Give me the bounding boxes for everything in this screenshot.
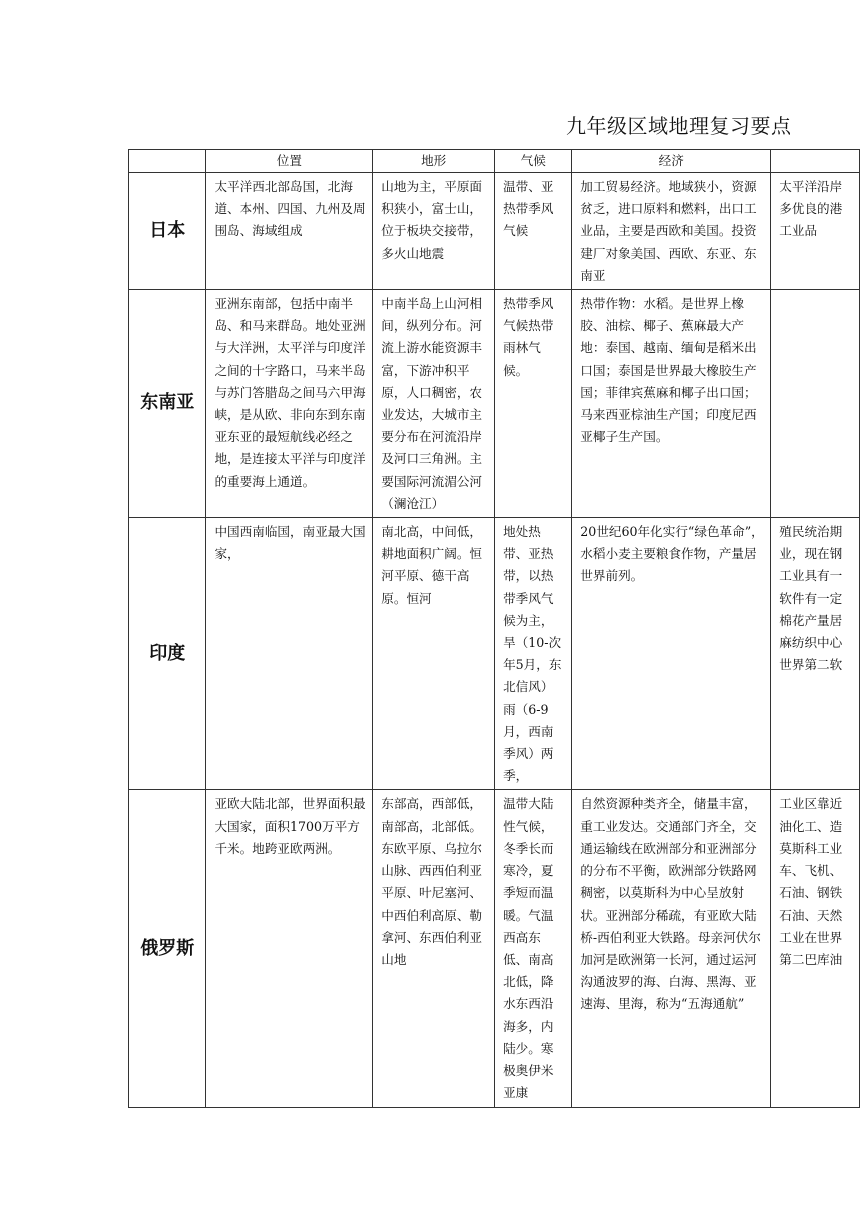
economy-cell: 加工贸易经济。地域狭小，资源贫乏，进口原料和燃料，出口工业品，主要是西欧和美国。投资建厂对象美国、西欧、东亚、东南亚	[572, 173, 771, 290]
review-table	[128, 149, 860, 1108]
page-title: 九年级区域地理复习要点	[566, 114, 792, 138]
header-cell-position: 位置	[206, 150, 373, 173]
position-cell: 中国西南临国，南亚最大国家，	[206, 518, 373, 790]
header-cell-blank	[129, 150, 206, 173]
position-cell: 亚洲东南部，包括中南半岛、和马来群岛。地处亚洲与大洋洲，太平洋与印度洋之间的十字路口，马来半岛与苏门答腊岛之间马六甲海峡，是从欧、非向东到东南亚东亚的最短航线必经之地，是连接太平洋与印度洋的重要海上通道。	[206, 290, 373, 518]
table-row	[129, 790, 860, 1108]
position-cell: 太平洋西北部岛国，北海道、本州、四国、九州及周围岛、海域组成	[206, 173, 373, 290]
climate-cell: 热带季风气候热带雨林气候。	[495, 290, 572, 518]
extra-cell: 工业区靠近油化工、造莫斯科工业车、飞机、石油、钢铁石油、天然工业在世界第二巴库油	[771, 790, 860, 1108]
header-cell-economy: 经济	[572, 150, 771, 173]
region-name: 印度	[129, 518, 206, 790]
terrain-cell: 山地为主，平原面积狭小，富士山，位于板块交接带，多火山地震	[373, 173, 495, 290]
terrain-cell: 中南半岛上山河相间，纵列分布。河流上游水能资源丰富，下游冲积平原，人口稠密，农业发达，大城市主要分布在河流沿岸及河口三角洲。主要国际河流湄公河（澜沧江）	[373, 290, 495, 518]
extra-cell: 殖民统治期业，现在钢工业具有一软件有一定棉花产量居麻纺织中心世界第二软	[771, 518, 860, 790]
header-row	[129, 150, 860, 173]
extra-cell: 太平洋沿岸多优良的港工业品	[771, 173, 860, 290]
position-cell: 亚欧大陆北部，世界面积最大国家，面积1700万平方千米。地跨亚欧两洲。	[206, 790, 373, 1108]
climate-cell: 地处热带、亚热带，以热带季风气候为主，旱（10-次年5月，东北信风）雨（6-9月，西南季风）两季，	[495, 518, 572, 790]
table-row	[129, 173, 860, 290]
terrain-cell: 南北高，中间低，耕地面积广阔。恒河平原、德干高原。恒河	[373, 518, 495, 790]
header-cell-terrain: 地形	[373, 150, 495, 173]
economy-cell: 自然资源种类齐全，储量丰富，重工业发达。交通部门齐全，交通运输线在欧洲部分和亚洲部分的分布不平衡，欧洲部分铁路网稠密，以莫斯科为中心呈放射状。亚洲部分稀疏，有亚欧大陆桥-西伯利亚大铁路。母亲河伏尔加河是欧洲第一长河，通过运河沟通波罗的海、白海、黑海、亚速海、里海，称为“五海通航”	[572, 790, 771, 1108]
region-name: 俄罗斯	[129, 790, 206, 1108]
economy-cell: 热带作物：水稻。是世界上橡胶、油棕、椰子、蕉麻最大产地：泰国、越南、缅甸是稻米出口国；泰国是世界最大橡胶生产国；菲律宾蕉麻和椰子出口国；马来西亚棕油生产国；印度尼西亚椰子生产国。	[572, 290, 771, 518]
header-cell-extra	[771, 150, 860, 173]
economy-cell: 20世纪60年化实行“绿色革命”，水稻小麦主要粮食作物，产量居世界前列。	[572, 518, 771, 790]
extra-cell	[771, 290, 860, 518]
header-cell-climate: 气候	[495, 150, 572, 173]
terrain-cell: 东部高，西部低，南部高，北部低。东欧平原、乌拉尔山脉、西西伯利亚平原、叶尼塞河、中西伯利高原、勒拿河、东西伯利亚山地	[373, 790, 495, 1108]
climate-cell: 温带大陆性气候，冬季长而寒冷，夏季短而温暖。气温西高东低、南高北低，降水东西沿海多，内陆少。寒极奥伊米亚康	[495, 790, 572, 1108]
region-name: 日本	[129, 173, 206, 290]
table-row	[129, 290, 860, 518]
region-name: 东南亚	[129, 290, 206, 518]
climate-cell: 温带、亚热带季风气候	[495, 173, 572, 290]
table-row	[129, 518, 860, 790]
